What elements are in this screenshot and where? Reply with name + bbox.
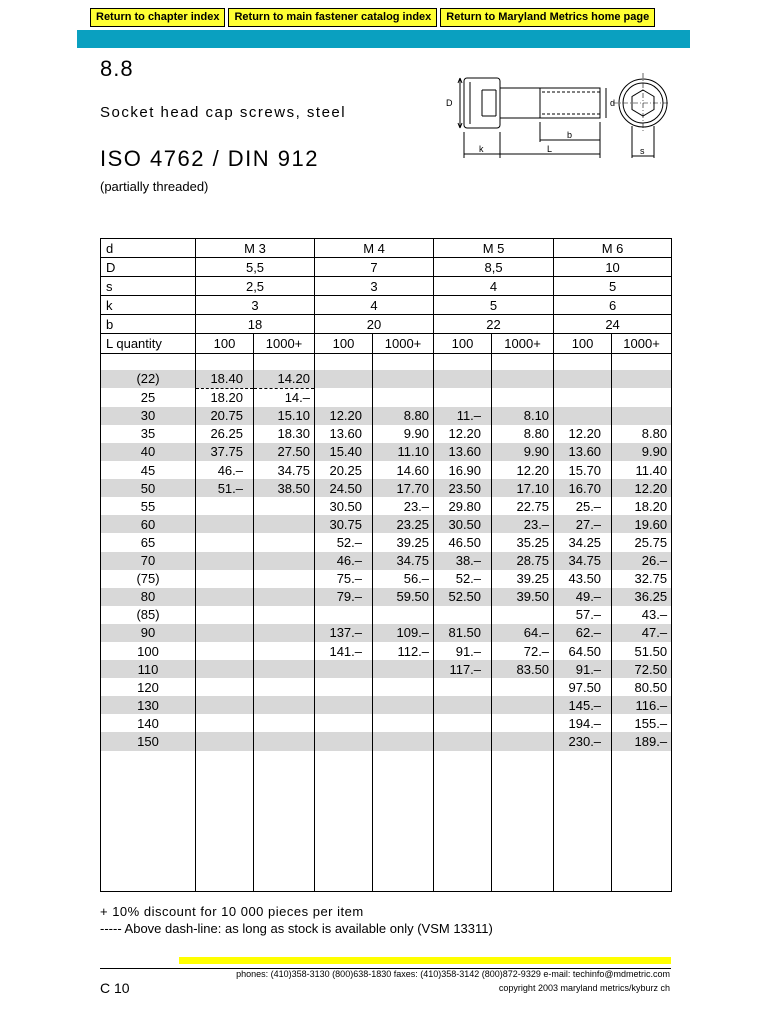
length-cell: 65	[101, 533, 196, 551]
price-cell: 43.–	[612, 606, 672, 624]
spec-value: 22	[434, 315, 554, 334]
price-cell: 112.–	[373, 642, 434, 660]
price-cell: 29.80	[434, 497, 492, 515]
quantity-label: L quantity	[101, 334, 196, 353]
price-cell	[254, 497, 315, 515]
price-cell	[373, 388, 434, 407]
home-page-link[interactable]: Return to Maryland Metrics home page	[440, 8, 655, 27]
price-cell	[612, 407, 672, 425]
table-row	[101, 515, 672, 533]
filler-cell	[492, 751, 554, 892]
price-cell: 155.–	[612, 714, 672, 732]
price-cell	[196, 552, 254, 570]
price-cell: 18.40	[196, 370, 254, 389]
filler-cell	[612, 751, 672, 892]
price-cell	[254, 533, 315, 551]
price-cell: 83.50	[492, 660, 554, 678]
length-cell: 30	[101, 407, 196, 425]
price-cell: 30.50	[434, 515, 492, 533]
quantity-header: 1000+	[492, 334, 554, 353]
price-cell: 57.–	[554, 606, 612, 624]
price-cell: 46.50	[434, 533, 492, 551]
price-cell	[196, 642, 254, 660]
price-cell	[254, 732, 315, 750]
price-cell	[254, 714, 315, 732]
price-cell: 18.30	[254, 425, 315, 443]
length-cell: 100	[101, 642, 196, 660]
price-cell	[492, 732, 554, 750]
price-cell	[554, 388, 612, 407]
nav-bar	[90, 8, 655, 27]
price-cell: 13.60	[434, 443, 492, 461]
spec-label: d	[101, 239, 196, 258]
price-cell	[315, 678, 373, 696]
price-cell: 47.–	[612, 624, 672, 642]
length-cell: 80	[101, 588, 196, 606]
spec-rows	[101, 239, 672, 354]
price-cell: 15.70	[554, 461, 612, 479]
discount-note: + 10% discount for 10 000 pieces per item	[100, 904, 364, 919]
spec-row	[101, 258, 672, 277]
spec-row	[101, 315, 672, 334]
price-cell: 14.–	[254, 388, 315, 407]
table-row	[101, 461, 672, 479]
price-cell: 117.–	[434, 660, 492, 678]
price-cell: 38.–	[434, 552, 492, 570]
spec-value: M 3	[196, 239, 315, 258]
price-cell: 59.50	[373, 588, 434, 606]
price-cell: 56.–	[373, 570, 434, 588]
stock-note: ----- Above dash-line: as long as stock is available only (VSM 13311)	[100, 921, 493, 936]
length-cell: 45	[101, 461, 196, 479]
spacer-cell	[101, 353, 196, 370]
price-cell: 18.20	[196, 388, 254, 407]
product-subtitle: Socket head cap screws, steel	[100, 104, 347, 121]
quantity-header: 100	[554, 334, 612, 353]
length-cell: 35	[101, 425, 196, 443]
price-cell: 46.–	[196, 461, 254, 479]
price-cell	[492, 606, 554, 624]
price-cell	[612, 388, 672, 407]
price-cell: 28.75	[492, 552, 554, 570]
thread-length-label: b	[567, 130, 573, 140]
price-cell: 23.–	[492, 515, 554, 533]
price-cell	[434, 370, 492, 389]
table-spacer	[101, 353, 672, 370]
filler-cell	[254, 751, 315, 892]
table-row	[101, 714, 672, 732]
price-cell: 19.60	[612, 515, 672, 533]
price-cell	[434, 696, 492, 714]
price-cell: 8.80	[612, 425, 672, 443]
table-row	[101, 696, 672, 714]
price-cell: 9.90	[612, 443, 672, 461]
table-row	[101, 370, 672, 389]
price-cell: 46.–	[315, 552, 373, 570]
quantity-header: 1000+	[373, 334, 434, 353]
price-cell: 11.–	[434, 407, 492, 425]
table-row	[101, 388, 672, 407]
price-cell: 81.50	[434, 624, 492, 642]
contact-info: phones: (410)358-3130 (800)638-1830 faxes: (410)358-3142 (800)872-9329 e-mail: techinfo@mdmetric.com	[236, 969, 670, 979]
price-cell: 13.60	[315, 425, 373, 443]
price-cell	[196, 515, 254, 533]
price-cell	[612, 370, 672, 389]
price-cell	[254, 606, 315, 624]
price-cell: 17.10	[492, 479, 554, 497]
table-row	[101, 533, 672, 551]
price-cell: 15.10	[254, 407, 315, 425]
price-cell: 18.20	[612, 497, 672, 515]
table-row	[101, 624, 672, 642]
length-cell: (22)	[101, 370, 196, 389]
grade-title: 8.8	[100, 56, 134, 81]
thread-note: (partially threaded)	[100, 179, 209, 194]
price-cell: 230.–	[554, 732, 612, 750]
table-row	[101, 570, 672, 588]
price-cell	[373, 606, 434, 624]
price-cell	[315, 606, 373, 624]
price-cell	[373, 696, 434, 714]
spec-row	[101, 239, 672, 258]
head-height-label: k	[479, 144, 484, 154]
length-label: L	[547, 144, 553, 154]
price-cell: 72.–	[492, 642, 554, 660]
length-cell: 90	[101, 624, 196, 642]
diameter-head-label: D	[446, 98, 453, 108]
price-cell: 34.75	[254, 461, 315, 479]
table-row	[101, 678, 672, 696]
price-cell: 38.50	[254, 479, 315, 497]
price-cell	[373, 678, 434, 696]
length-cell: 40	[101, 443, 196, 461]
filler-cell	[196, 751, 254, 892]
spec-label: k	[101, 296, 196, 315]
price-cell: 14.20	[254, 370, 315, 389]
price-cell	[373, 732, 434, 750]
price-cell: 51.50	[612, 642, 672, 660]
spec-value: 3	[196, 296, 315, 315]
spec-value: 10	[554, 258, 672, 277]
price-cell: 12.20	[434, 425, 492, 443]
quantity-header: 1000+	[612, 334, 672, 353]
price-cell: 52.50	[434, 588, 492, 606]
price-cell	[315, 714, 373, 732]
price-cell	[254, 678, 315, 696]
spec-value: 5	[554, 277, 672, 296]
price-cell	[254, 588, 315, 606]
spacer-cell	[373, 353, 434, 370]
length-cell: 140	[101, 714, 196, 732]
price-cell	[196, 714, 254, 732]
price-cell	[434, 732, 492, 750]
quantity-header: 100	[434, 334, 492, 353]
price-cell: 23.–	[373, 497, 434, 515]
price-cell	[492, 696, 554, 714]
price-cell	[492, 388, 554, 407]
price-cell: 11.40	[612, 461, 672, 479]
price-cell: 9.90	[492, 443, 554, 461]
price-cell: 39.25	[373, 533, 434, 551]
spec-value: M 4	[315, 239, 434, 258]
price-cell: 30.75	[315, 515, 373, 533]
table-row	[101, 425, 672, 443]
chapter-index-link[interactable]: Return to chapter index	[90, 8, 225, 27]
price-cell: 12.20	[612, 479, 672, 497]
price-cell: 11.10	[373, 443, 434, 461]
price-cell: 35.25	[492, 533, 554, 551]
price-cell: 116.–	[612, 696, 672, 714]
price-cell: 25.–	[554, 497, 612, 515]
length-cell: 120	[101, 678, 196, 696]
price-rows	[101, 353, 672, 891]
price-cell: 91.–	[434, 642, 492, 660]
price-cell: 15.40	[315, 443, 373, 461]
spec-label: b	[101, 315, 196, 334]
price-cell	[254, 552, 315, 570]
quantity-header: 1000+	[254, 334, 315, 353]
price-cell: 75.–	[315, 570, 373, 588]
price-cell: 23.25	[373, 515, 434, 533]
footer-highlight-bar	[179, 957, 671, 964]
price-cell	[196, 533, 254, 551]
price-cell	[373, 714, 434, 732]
filler-cell	[373, 751, 434, 892]
spec-value: 20	[315, 315, 434, 334]
price-cell	[196, 678, 254, 696]
filler-cell	[434, 751, 492, 892]
price-cell	[254, 624, 315, 642]
table-filler	[101, 751, 672, 892]
length-cell: 60	[101, 515, 196, 533]
price-cell	[254, 642, 315, 660]
price-cell: 34.75	[373, 552, 434, 570]
table-row	[101, 606, 672, 624]
price-cell: 52.–	[434, 570, 492, 588]
price-cell	[434, 714, 492, 732]
price-cell: 26.25	[196, 425, 254, 443]
price-cell: 27.–	[554, 515, 612, 533]
price-cell: 12.20	[554, 425, 612, 443]
price-cell	[254, 515, 315, 533]
spec-value: 3	[315, 277, 434, 296]
table-row	[101, 497, 672, 515]
price-cell	[492, 714, 554, 732]
table-row	[101, 732, 672, 750]
price-cell	[492, 678, 554, 696]
quantity-header: 100	[315, 334, 373, 353]
price-cell: 8.80	[373, 407, 434, 425]
socket-size-label: s	[640, 146, 645, 156]
price-cell: 9.90	[373, 425, 434, 443]
spacer-cell	[612, 353, 672, 370]
price-cell: 79.–	[315, 588, 373, 606]
price-cell	[254, 570, 315, 588]
price-cell	[315, 696, 373, 714]
price-cell: 72.50	[612, 660, 672, 678]
length-cell: (85)	[101, 606, 196, 624]
table-row	[101, 588, 672, 606]
price-cell	[196, 588, 254, 606]
price-cell: 97.50	[554, 678, 612, 696]
standard-title: ISO 4762 / DIN 912	[100, 146, 319, 171]
price-cell	[492, 370, 554, 389]
price-cell: 137.–	[315, 624, 373, 642]
price-cell: 25.75	[612, 533, 672, 551]
price-cell: 8.80	[492, 425, 554, 443]
price-cell: 16.90	[434, 461, 492, 479]
price-cell	[196, 696, 254, 714]
price-cell	[196, 732, 254, 750]
spacer-cell	[315, 353, 373, 370]
price-cell	[434, 388, 492, 407]
price-cell: 22.75	[492, 497, 554, 515]
spec-value: M 6	[554, 239, 672, 258]
spacer-cell	[434, 353, 492, 370]
header-bar	[77, 30, 690, 48]
price-cell: 39.50	[492, 588, 554, 606]
price-cell: 34.25	[554, 533, 612, 551]
length-cell: 150	[101, 732, 196, 750]
price-cell	[373, 370, 434, 389]
price-cell: 17.70	[373, 479, 434, 497]
price-cell: 91.–	[554, 660, 612, 678]
length-cell: 50	[101, 479, 196, 497]
spec-value: 7	[315, 258, 434, 277]
price-cell: 109.–	[373, 624, 434, 642]
price-cell	[315, 660, 373, 678]
price-cell: 30.50	[315, 497, 373, 515]
price-cell: 8.10	[492, 407, 554, 425]
spec-value: 4	[434, 277, 554, 296]
screw-drawing	[430, 70, 670, 170]
page-number: C 10	[100, 980, 130, 996]
length-cell: 130	[101, 696, 196, 714]
price-cell	[254, 696, 315, 714]
length-cell: (75)	[101, 570, 196, 588]
price-cell: 80.50	[612, 678, 672, 696]
length-cell: 110	[101, 660, 196, 678]
length-cell: 70	[101, 552, 196, 570]
price-cell: 141.–	[315, 642, 373, 660]
price-cell	[315, 388, 373, 407]
price-cell: 62.–	[554, 624, 612, 642]
price-cell	[434, 678, 492, 696]
spacer-cell	[492, 353, 554, 370]
spec-label: s	[101, 277, 196, 296]
length-cell: 55	[101, 497, 196, 515]
price-cell: 64.50	[554, 642, 612, 660]
price-cell: 64.–	[492, 624, 554, 642]
price-cell	[196, 497, 254, 515]
spec-value: 24	[554, 315, 672, 334]
price-cell: 27.50	[254, 443, 315, 461]
filler-cell	[101, 751, 196, 892]
price-cell: 13.60	[554, 443, 612, 461]
spec-value: 18	[196, 315, 315, 334]
price-cell: 189.–	[612, 732, 672, 750]
price-cell: 52.–	[315, 533, 373, 551]
price-cell: 24.50	[315, 479, 373, 497]
spec-value: 6	[554, 296, 672, 315]
spacer-cell	[254, 353, 315, 370]
price-cell: 145.–	[554, 696, 612, 714]
price-cell	[196, 624, 254, 642]
spec-value: 4	[315, 296, 434, 315]
filler-cell	[315, 751, 373, 892]
price-cell	[434, 606, 492, 624]
copyright: copyright 2003 maryland metrics/kyburz ch	[498, 983, 670, 993]
price-cell: 39.25	[492, 570, 554, 588]
spec-value: M 5	[434, 239, 554, 258]
spec-value: 5,5	[196, 258, 315, 277]
price-cell	[254, 660, 315, 678]
spec-label: D	[101, 258, 196, 277]
price-cell	[554, 370, 612, 389]
catalog-index-link[interactable]: Return to main fastener catalog index	[228, 8, 437, 27]
price-cell	[196, 606, 254, 624]
filler-cell	[554, 751, 612, 892]
price-cell: 194.–	[554, 714, 612, 732]
price-cell: 20.25	[315, 461, 373, 479]
price-cell	[196, 660, 254, 678]
diameter-thread-label: d	[610, 98, 616, 108]
spec-value: 8,5	[434, 258, 554, 277]
price-cell: 37.75	[196, 443, 254, 461]
price-cell	[315, 732, 373, 750]
spec-row	[101, 277, 672, 296]
spec-value: 5	[434, 296, 554, 315]
price-cell: 12.20	[315, 407, 373, 425]
price-cell: 49.–	[554, 588, 612, 606]
price-cell: 51.–	[196, 479, 254, 497]
table-row	[101, 407, 672, 425]
spacer-cell	[554, 353, 612, 370]
price-cell: 14.60	[373, 461, 434, 479]
price-cell: 16.70	[554, 479, 612, 497]
table-row	[101, 443, 672, 461]
price-cell: 20.75	[196, 407, 254, 425]
price-cell: 26.–	[612, 552, 672, 570]
spacer-cell	[196, 353, 254, 370]
spec-value: 2,5	[196, 277, 315, 296]
price-cell	[196, 570, 254, 588]
length-cell: 25	[101, 388, 196, 407]
price-cell: 34.75	[554, 552, 612, 570]
table-row	[101, 552, 672, 570]
price-cell: 36.25	[612, 588, 672, 606]
spec-row	[101, 296, 672, 315]
price-table	[100, 238, 672, 892]
table-row	[101, 479, 672, 497]
price-cell	[315, 370, 373, 389]
price-cell: 43.50	[554, 570, 612, 588]
table-row	[101, 642, 672, 660]
price-cell: 32.75	[612, 570, 672, 588]
quantity-row	[101, 334, 672, 353]
table-row	[101, 660, 672, 678]
price-cell: 23.50	[434, 479, 492, 497]
price-cell: 12.20	[492, 461, 554, 479]
price-cell	[554, 407, 612, 425]
quantity-header: 100	[196, 334, 254, 353]
price-cell	[373, 660, 434, 678]
